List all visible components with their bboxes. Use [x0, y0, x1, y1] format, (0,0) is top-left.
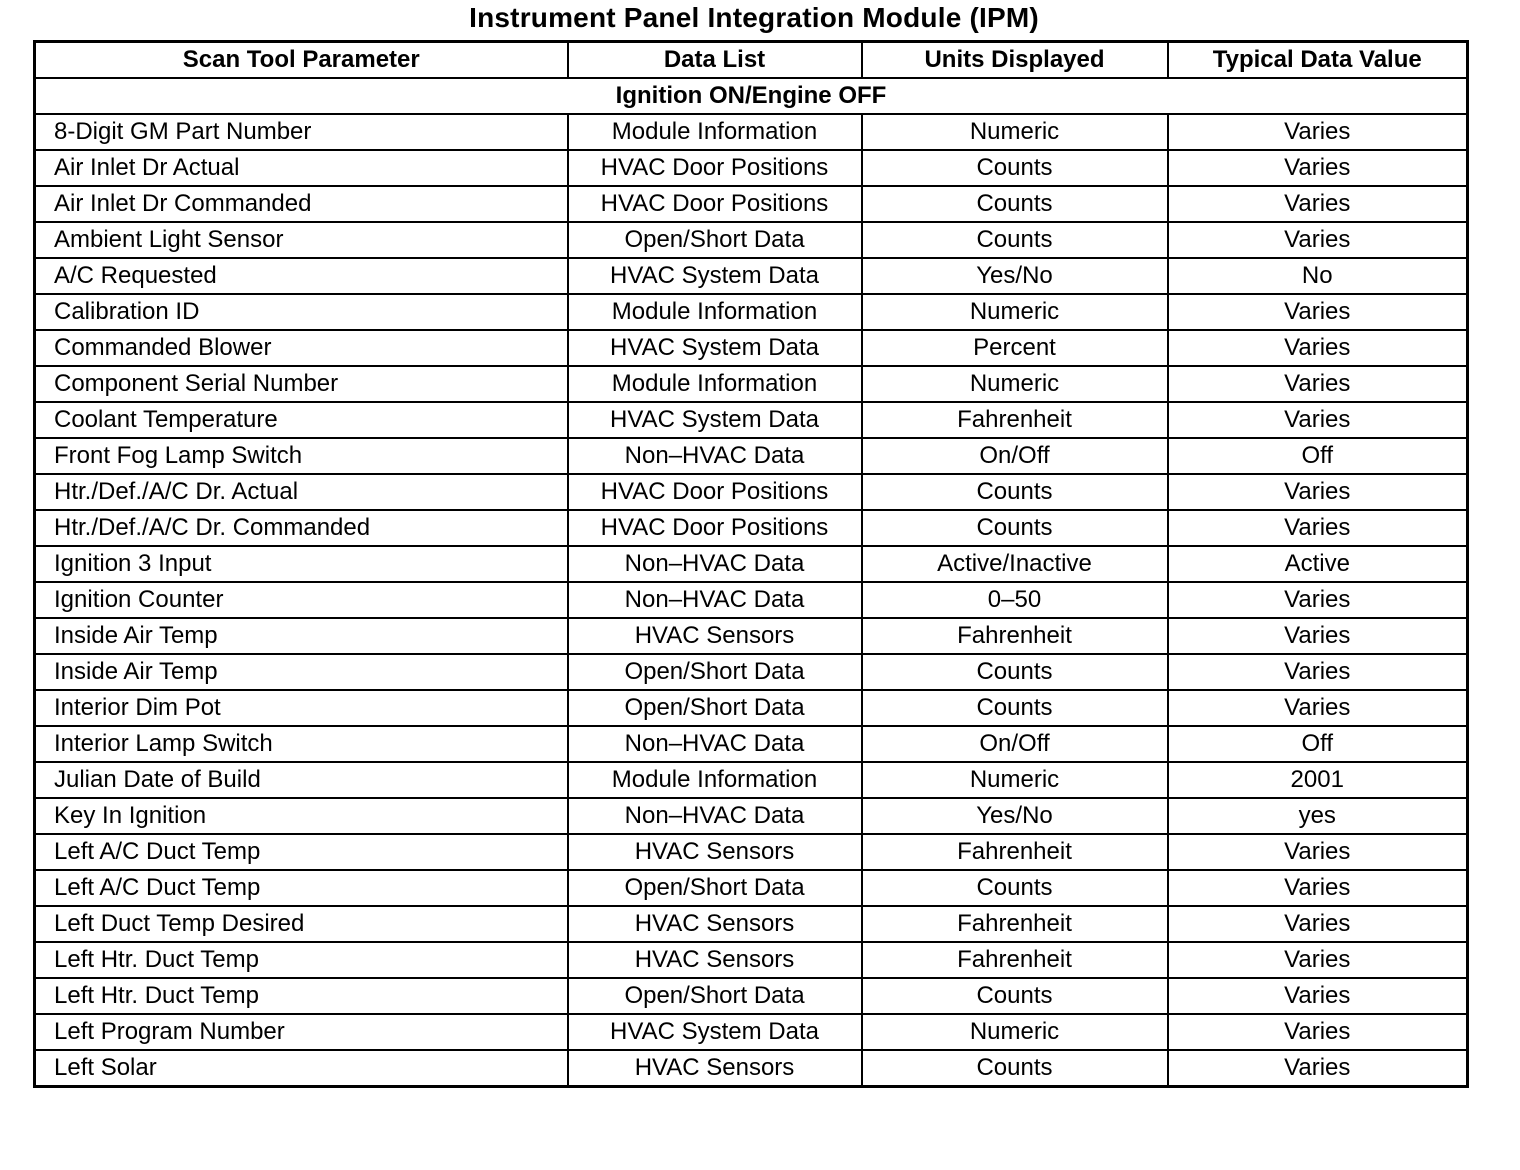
cell-units-displayed: On/Off [862, 438, 1168, 474]
cell-units-displayed: Counts [862, 222, 1168, 258]
cell-data-list: Module Information [568, 762, 862, 798]
cell-data-list: Module Information [568, 114, 862, 150]
table-row [35, 582, 1468, 618]
cell-typical-data-value: Active [1168, 546, 1468, 582]
cell-scan-tool-parameter: Inside Air Temp [35, 618, 568, 654]
cell-scan-tool-parameter: Interior Lamp Switch [35, 726, 568, 762]
cell-scan-tool-parameter: Left Htr. Duct Temp [35, 942, 568, 978]
table-row [35, 798, 1468, 834]
cell-units-displayed: Yes/No [862, 798, 1168, 834]
cell-typical-data-value: Varies [1168, 618, 1468, 654]
cell-scan-tool-parameter: Commanded Blower [35, 330, 568, 366]
cell-data-list: HVAC Door Positions [568, 474, 862, 510]
cell-units-displayed: On/Off [862, 726, 1168, 762]
cell-units-displayed: Counts [862, 186, 1168, 222]
cell-data-list: HVAC Door Positions [568, 186, 862, 222]
table-body [35, 78, 1468, 1087]
cell-typical-data-value: Varies [1168, 474, 1468, 510]
cell-typical-data-value: Varies [1168, 186, 1468, 222]
cell-data-list: Open/Short Data [568, 870, 862, 906]
table-row [35, 654, 1468, 690]
cell-typical-data-value: Varies [1168, 510, 1468, 546]
cell-data-list: Non–HVAC Data [568, 798, 862, 834]
cell-typical-data-value: Varies [1168, 582, 1468, 618]
cell-scan-tool-parameter: Julian Date of Build [35, 762, 568, 798]
cell-scan-tool-parameter: Interior Dim Pot [35, 690, 568, 726]
cell-data-list: HVAC System Data [568, 402, 862, 438]
cell-data-list: Non–HVAC Data [568, 726, 862, 762]
cell-data-list: HVAC Door Positions [568, 510, 862, 546]
cell-data-list: HVAC Sensors [568, 834, 862, 870]
cell-typical-data-value: Varies [1168, 906, 1468, 942]
cell-data-list: HVAC Sensors [568, 618, 862, 654]
section-row [35, 78, 1468, 114]
cell-units-displayed: Counts [862, 150, 1168, 186]
cell-units-displayed: Counts [862, 690, 1168, 726]
cell-data-list: Module Information [568, 294, 862, 330]
cell-data-list: HVAC System Data [568, 1014, 862, 1050]
cell-typical-data-value: 2001 [1168, 762, 1468, 798]
ipm-data-table [33, 40, 1469, 1088]
table-row [35, 906, 1468, 942]
cell-units-displayed: Counts [862, 978, 1168, 1014]
table-row [35, 294, 1468, 330]
cell-data-list: HVAC Sensors [568, 906, 862, 942]
table-row [35, 618, 1468, 654]
cell-units-displayed: Fahrenheit [862, 906, 1168, 942]
cell-typical-data-value: No [1168, 258, 1468, 294]
table-row [35, 726, 1468, 762]
table-row [35, 258, 1468, 294]
table-row [35, 222, 1468, 258]
cell-typical-data-value: Varies [1168, 366, 1468, 402]
table-row [35, 510, 1468, 546]
cell-typical-data-value: Varies [1168, 114, 1468, 150]
section-label: Ignition ON/Engine OFF [35, 78, 1468, 114]
cell-data-list: Open/Short Data [568, 690, 862, 726]
cell-units-displayed: Numeric [862, 294, 1168, 330]
cell-scan-tool-parameter: Component Serial Number [35, 366, 568, 402]
cell-typical-data-value: Varies [1168, 654, 1468, 690]
cell-data-list: Module Information [568, 366, 862, 402]
cell-scan-tool-parameter: Calibration ID [35, 294, 568, 330]
cell-typical-data-value: Varies [1168, 870, 1468, 906]
cell-units-displayed: Counts [862, 654, 1168, 690]
table-row [35, 942, 1468, 978]
cell-scan-tool-parameter: Coolant Temperature [35, 402, 568, 438]
cell-typical-data-value: Varies [1168, 834, 1468, 870]
cell-units-displayed: Numeric [862, 366, 1168, 402]
cell-units-displayed: Fahrenheit [862, 834, 1168, 870]
cell-typical-data-value: Off [1168, 438, 1468, 474]
cell-units-displayed: Counts [862, 474, 1168, 510]
cell-typical-data-value: Varies [1168, 942, 1468, 978]
cell-data-list: Open/Short Data [568, 978, 862, 1014]
table-row [35, 330, 1468, 366]
cell-units-displayed: 0–50 [862, 582, 1168, 618]
cell-scan-tool-parameter: Ignition Counter [35, 582, 568, 618]
table-row [35, 114, 1468, 150]
cell-data-list: HVAC Sensors [568, 942, 862, 978]
cell-typical-data-value: Varies [1168, 690, 1468, 726]
column-header-data-list: Data List [568, 42, 862, 79]
table-header-row [35, 42, 1468, 79]
cell-units-displayed: Yes/No [862, 258, 1168, 294]
column-header-typical-data-value: Typical Data Value [1168, 42, 1468, 79]
table-row [35, 1014, 1468, 1050]
cell-data-list: Non–HVAC Data [568, 546, 862, 582]
cell-typical-data-value: Varies [1168, 1014, 1468, 1050]
cell-scan-tool-parameter: 8-Digit GM Part Number [35, 114, 568, 150]
cell-units-displayed: Numeric [862, 114, 1168, 150]
cell-units-displayed: Fahrenheit [862, 942, 1168, 978]
column-header-scan-tool-parameter: Scan Tool Parameter [35, 42, 568, 79]
cell-scan-tool-parameter: A/C Requested [35, 258, 568, 294]
cell-scan-tool-parameter: Air Inlet Dr Actual [35, 150, 568, 186]
table-row [35, 762, 1468, 798]
cell-typical-data-value: Varies [1168, 330, 1468, 366]
cell-units-displayed: Fahrenheit [862, 618, 1168, 654]
cell-scan-tool-parameter: Inside Air Temp [35, 654, 568, 690]
cell-data-list: HVAC Door Positions [568, 150, 862, 186]
table-row [35, 546, 1468, 582]
cell-scan-tool-parameter: Air Inlet Dr Commanded [35, 186, 568, 222]
cell-data-list: HVAC System Data [568, 258, 862, 294]
cell-units-displayed: Active/Inactive [862, 546, 1168, 582]
cell-units-displayed: Percent [862, 330, 1168, 366]
cell-typical-data-value: Varies [1168, 402, 1468, 438]
table-row [35, 978, 1468, 1014]
cell-units-displayed: Counts [862, 510, 1168, 546]
cell-scan-tool-parameter: Ambient Light Sensor [35, 222, 568, 258]
cell-typical-data-value: yes [1168, 798, 1468, 834]
table-row [35, 690, 1468, 726]
table-row [35, 186, 1468, 222]
cell-units-displayed: Numeric [862, 1014, 1168, 1050]
cell-typical-data-value: Varies [1168, 222, 1468, 258]
cell-typical-data-value: Varies [1168, 294, 1468, 330]
cell-units-displayed: Numeric [862, 762, 1168, 798]
cell-scan-tool-parameter: Front Fog Lamp Switch [35, 438, 568, 474]
cell-typical-data-value: Varies [1168, 150, 1468, 186]
column-header-units-displayed: Units Displayed [862, 42, 1168, 79]
cell-data-list: Open/Short Data [568, 222, 862, 258]
table-row [35, 870, 1468, 906]
table-row [35, 1050, 1468, 1087]
cell-scan-tool-parameter: Ignition 3 Input [35, 546, 568, 582]
cell-scan-tool-parameter: Key In Ignition [35, 798, 568, 834]
cell-typical-data-value: Off [1168, 726, 1468, 762]
cell-scan-tool-parameter: Left Duct Temp Desired [35, 906, 568, 942]
cell-scan-tool-parameter: Left Htr. Duct Temp [35, 978, 568, 1014]
cell-scan-tool-parameter: Left A/C Duct Temp [35, 834, 568, 870]
table-row [35, 834, 1468, 870]
table-row [35, 366, 1468, 402]
cell-data-list: Non–HVAC Data [568, 438, 862, 474]
table-row [35, 150, 1468, 186]
cell-units-displayed: Counts [862, 870, 1168, 906]
cell-scan-tool-parameter: Left Program Number [35, 1014, 568, 1050]
cell-scan-tool-parameter: Left A/C Duct Temp [35, 870, 568, 906]
cell-scan-tool-parameter: Htr./Def./A/C Dr. Commanded [35, 510, 568, 546]
cell-typical-data-value: Varies [1168, 978, 1468, 1014]
table-row [35, 438, 1468, 474]
cell-typical-data-value: Varies [1168, 1050, 1468, 1087]
table-row [35, 474, 1468, 510]
cell-units-displayed: Counts [862, 1050, 1168, 1087]
cell-data-list: Non–HVAC Data [568, 582, 862, 618]
cell-data-list: HVAC System Data [568, 330, 862, 366]
table-row [35, 402, 1468, 438]
page-title: Instrument Panel Integration Module (IPM) [469, 2, 1039, 33]
cell-scan-tool-parameter: Htr./Def./A/C Dr. Actual [35, 474, 568, 510]
cell-units-displayed: Fahrenheit [862, 402, 1168, 438]
cell-scan-tool-parameter: Left Solar [35, 1050, 568, 1087]
cell-data-list: Open/Short Data [568, 654, 862, 690]
cell-data-list: HVAC Sensors [568, 1050, 862, 1087]
